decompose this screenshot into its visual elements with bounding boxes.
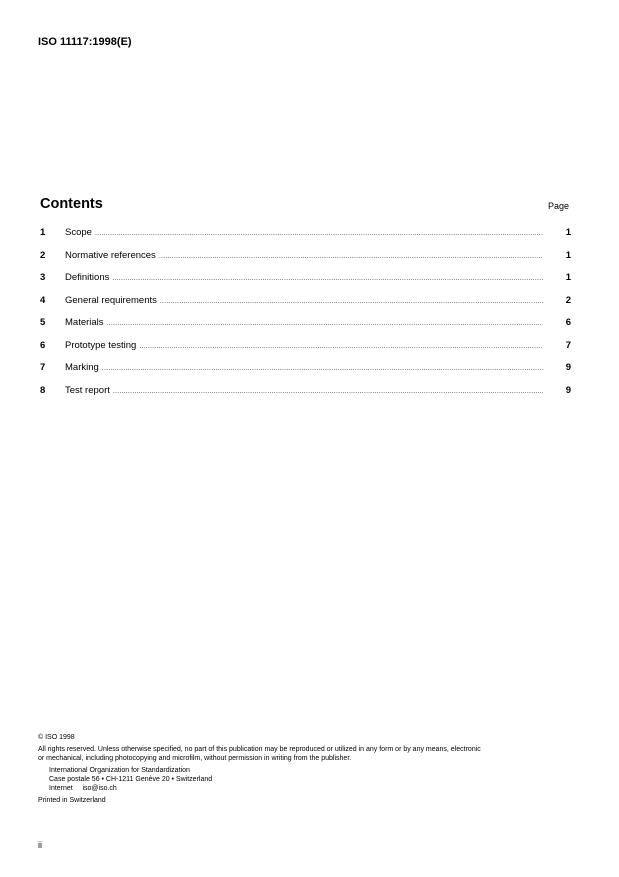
toc-title: Prototype testing [65,339,137,351]
toc-number: 6 [40,339,46,351]
toc-leader-dots [107,320,543,327]
organization-name: International Organization for Standardization [49,767,190,774]
toc-page-number: 7 [565,339,571,351]
toc-number: 5 [40,317,46,328]
toc-leader-dots [95,230,543,237]
toc-title: Marking [65,362,99,373]
toc-entry-prototype-testing[interactable] [40,340,571,363]
postal-address: Case postale 56 • CH-1211 Genève 20 • Switzerland [49,776,213,783]
toc-leader-dots [139,343,543,350]
toc-page-number: 2 [565,294,571,306]
copyright-footer [38,733,583,805]
toc-leader-dots [112,275,543,282]
printed-in: Printed in Switzerland [38,797,106,804]
internet-contact: Internet iso@iso.ch [49,785,117,792]
toc-page-number: 1 [565,272,571,283]
toc-title: Test report [65,384,110,396]
toc-number: 3 [40,272,46,283]
toc-page-number: 9 [565,362,571,373]
toc-title: Scope [65,227,92,238]
toc-number: 4 [40,294,46,306]
contents-heading: Contents [40,196,103,212]
toc-number: 2 [40,249,46,261]
toc-entry-materials[interactable] [40,317,571,340]
toc-page-number: 9 [565,384,571,396]
toc-entry-scope[interactable] [40,227,571,250]
table-of-contents [40,227,571,407]
toc-title: Materials [65,317,104,328]
toc-entry-test-report[interactable] [40,385,571,408]
page-folio: ii [38,840,42,850]
page-column-label: Page [548,201,570,211]
toc-number: 7 [40,362,46,373]
toc-leader-dots [160,298,543,305]
toc-entry-definitions[interactable] [40,272,571,295]
toc-entry-general-requirements[interactable] [40,295,571,318]
toc-leader-dots [102,365,543,372]
toc-leader-dots [159,253,543,260]
toc-number: 1 [40,227,46,238]
document-id-header: ISO 11117:1998(E) [38,36,132,48]
toc-title: Normative references [65,249,156,261]
toc-number: 8 [40,384,46,396]
rights-text-line-1: All rights reserved. Unless otherwise specified, no part of this publication may be reproduced or utilized in any form or by any means, electronic [38,746,481,753]
rights-text-line-2: or mechanical, including photocopying and microfilm, without permission in writing from the publisher. [38,755,352,762]
toc-entry-marking[interactable] [40,362,571,385]
copyright-notice: © ISO 1998 [38,734,75,741]
toc-leader-dots [113,388,543,395]
toc-page-number: 1 [565,227,571,238]
toc-title: General requirements [65,294,157,306]
toc-page-number: 1 [565,249,571,261]
toc-title: Definitions [65,272,110,283]
toc-page-number: 6 [565,317,571,328]
toc-entry-normative-references[interactable] [40,250,571,273]
